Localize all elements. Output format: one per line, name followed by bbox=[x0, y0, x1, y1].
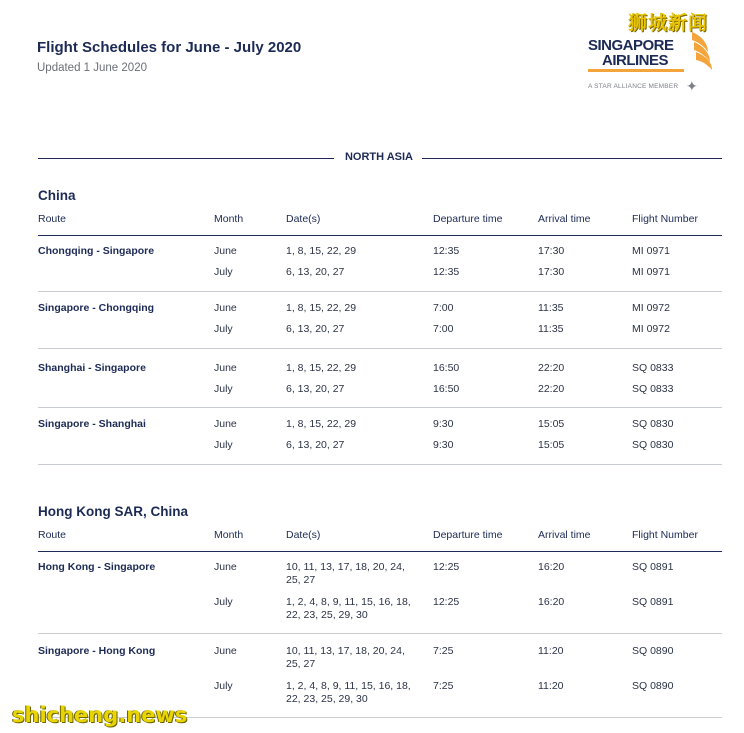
cell-dep: 7:25 bbox=[433, 645, 454, 657]
cell-month: June bbox=[214, 362, 237, 374]
cell-dates: 1, 8, 15, 22, 29 bbox=[286, 302, 357, 314]
cell-dep: 9:30 bbox=[433, 418, 454, 430]
cell-dep: 16:50 bbox=[433, 362, 460, 374]
region-label: NORTH ASIA bbox=[344, 151, 414, 163]
col-month: Month bbox=[214, 213, 244, 225]
cell-flight: SQ 0833 bbox=[632, 383, 674, 395]
cell-dep: 12:25 bbox=[433, 561, 460, 573]
cell-flight: SQ 0890 bbox=[632, 680, 674, 692]
cell-route: Singapore - Chongqing bbox=[38, 302, 155, 314]
section-title-hongkong: Hong Kong SAR, China bbox=[38, 504, 188, 519]
cell-month: July bbox=[214, 266, 233, 278]
watermark-bottom: shicheng.news bbox=[12, 703, 188, 727]
cell-route: Singapore - Hong Kong bbox=[38, 645, 156, 657]
cell-arr: 17:30 bbox=[538, 266, 565, 278]
cell-route: Shanghai - Singapore bbox=[38, 362, 146, 374]
row-separator bbox=[38, 348, 722, 349]
col-departure: Departure time bbox=[433, 213, 503, 225]
cell-arr: 11:35 bbox=[538, 302, 564, 314]
cell-dep: 12:35 bbox=[433, 245, 460, 257]
cell-route: Chongqing - Singapore bbox=[38, 245, 155, 257]
cell-flight: SQ 0890 bbox=[632, 645, 674, 657]
cell-month: June bbox=[214, 302, 237, 314]
cell-dates: 1, 2, 4, 8, 9, 11, 15, 16, 18, 22, 23, 25, 29, 30 bbox=[286, 680, 411, 705]
cell-flight: SQ 0833 bbox=[632, 362, 674, 374]
bird-icon bbox=[686, 30, 716, 72]
cell-route: Singapore - Shanghai bbox=[38, 418, 146, 430]
row-separator bbox=[38, 407, 722, 408]
cell-dates: 10, 11, 13, 17, 18, 20, 24, 25, 27 bbox=[286, 645, 405, 670]
cell-month: July bbox=[214, 439, 233, 451]
cell-month: July bbox=[214, 383, 233, 395]
cell-dates: 10, 11, 13, 17, 18, 20, 24, 25, 27 bbox=[286, 561, 405, 586]
cell-arr: 22:20 bbox=[538, 383, 565, 395]
cell-flight: SQ 0830 bbox=[632, 418, 674, 430]
cell-dates: 1, 8, 15, 22, 29 bbox=[286, 245, 357, 257]
col-flight: Flight Number bbox=[632, 213, 698, 225]
table-header-hongkong bbox=[38, 529, 722, 552]
col-departure: Departure time bbox=[433, 529, 503, 541]
logo-line1: SINGAPORE bbox=[588, 37, 674, 54]
cell-flight: MI 0972 bbox=[632, 302, 670, 314]
cell-dates: 6, 13, 20, 27 bbox=[286, 323, 345, 335]
table-header-china bbox=[38, 213, 722, 236]
page-title: Flight Schedules for June - July 2020 bbox=[37, 39, 302, 56]
cell-flight: SQ 0891 bbox=[632, 596, 674, 608]
cell-month: July bbox=[214, 596, 233, 608]
cell-arr: 16:20 bbox=[538, 561, 565, 573]
divider-left bbox=[38, 158, 334, 159]
cell-month: July bbox=[214, 323, 233, 335]
cell-arr: 11:35 bbox=[538, 323, 564, 335]
row-separator bbox=[38, 464, 722, 465]
cell-route: Hong Kong - Singapore bbox=[38, 561, 156, 573]
star-alliance-icon: ✦ bbox=[686, 78, 698, 94]
star-alliance-text: A STAR ALLIANCE MEMBER bbox=[588, 83, 679, 90]
cell-arr: 22:20 bbox=[538, 362, 565, 374]
watermark-top: 狮城新闻 bbox=[628, 12, 709, 34]
divider-right bbox=[422, 158, 722, 159]
cell-month: June bbox=[214, 418, 237, 430]
region-divider bbox=[38, 148, 722, 168]
cell-month: June bbox=[214, 645, 237, 657]
logo-line2: AIRLINES bbox=[602, 52, 669, 69]
updated-date: Updated 1 June 2020 bbox=[37, 62, 147, 74]
col-route: Route bbox=[38, 529, 67, 541]
cell-flight: MI 0972 bbox=[632, 323, 670, 335]
cell-dates: 1, 2, 4, 8, 9, 11, 15, 16, 18, 22, 23, 25, 29, 30 bbox=[286, 596, 411, 621]
cell-arr: 17:30 bbox=[538, 245, 565, 257]
cell-dates: 6, 13, 20, 27 bbox=[286, 266, 345, 278]
col-arrival: Arrival time bbox=[538, 529, 591, 541]
cell-flight: SQ 0891 bbox=[632, 561, 674, 573]
col-dates: Date(s) bbox=[286, 213, 321, 225]
col-route: Route bbox=[38, 213, 67, 225]
logo-bar bbox=[588, 69, 684, 72]
cell-dep: 12:25 bbox=[433, 596, 460, 608]
cell-arr: 15:05 bbox=[538, 418, 565, 430]
cell-arr: 11:20 bbox=[538, 680, 564, 692]
row-separator bbox=[38, 633, 722, 634]
cell-arr: 11:20 bbox=[538, 645, 564, 657]
row-separator bbox=[38, 291, 722, 292]
singapore-airlines-logo bbox=[588, 26, 718, 102]
cell-arr: 16:20 bbox=[538, 596, 565, 608]
cell-arr: 15:05 bbox=[538, 439, 565, 451]
col-arrival: Arrival time bbox=[538, 213, 591, 225]
cell-flight: SQ 0830 bbox=[632, 439, 674, 451]
cell-dates: 6, 13, 20, 27 bbox=[286, 439, 345, 451]
cell-dep: 7:25 bbox=[433, 680, 454, 692]
section-title-china: China bbox=[38, 188, 76, 203]
cell-dep: 16:50 bbox=[433, 383, 460, 395]
cell-dates: 1, 8, 15, 22, 29 bbox=[286, 362, 357, 374]
col-flight: Flight Number bbox=[632, 529, 698, 541]
cell-month: June bbox=[214, 245, 237, 257]
cell-flight: MI 0971 bbox=[632, 266, 670, 278]
cell-dates: 6, 13, 20, 27 bbox=[286, 383, 345, 395]
cell-flight: MI 0971 bbox=[632, 245, 670, 257]
cell-dep: 7:00 bbox=[433, 323, 454, 335]
cell-dep: 12:35 bbox=[433, 266, 460, 278]
cell-month: July bbox=[214, 680, 233, 692]
cell-month: June bbox=[214, 561, 237, 573]
cell-dep: 7:00 bbox=[433, 302, 454, 314]
col-month: Month bbox=[214, 529, 244, 541]
cell-dep: 9:30 bbox=[433, 439, 454, 451]
col-dates: Date(s) bbox=[286, 529, 321, 541]
cell-dates: 1, 8, 15, 22, 29 bbox=[286, 418, 357, 430]
